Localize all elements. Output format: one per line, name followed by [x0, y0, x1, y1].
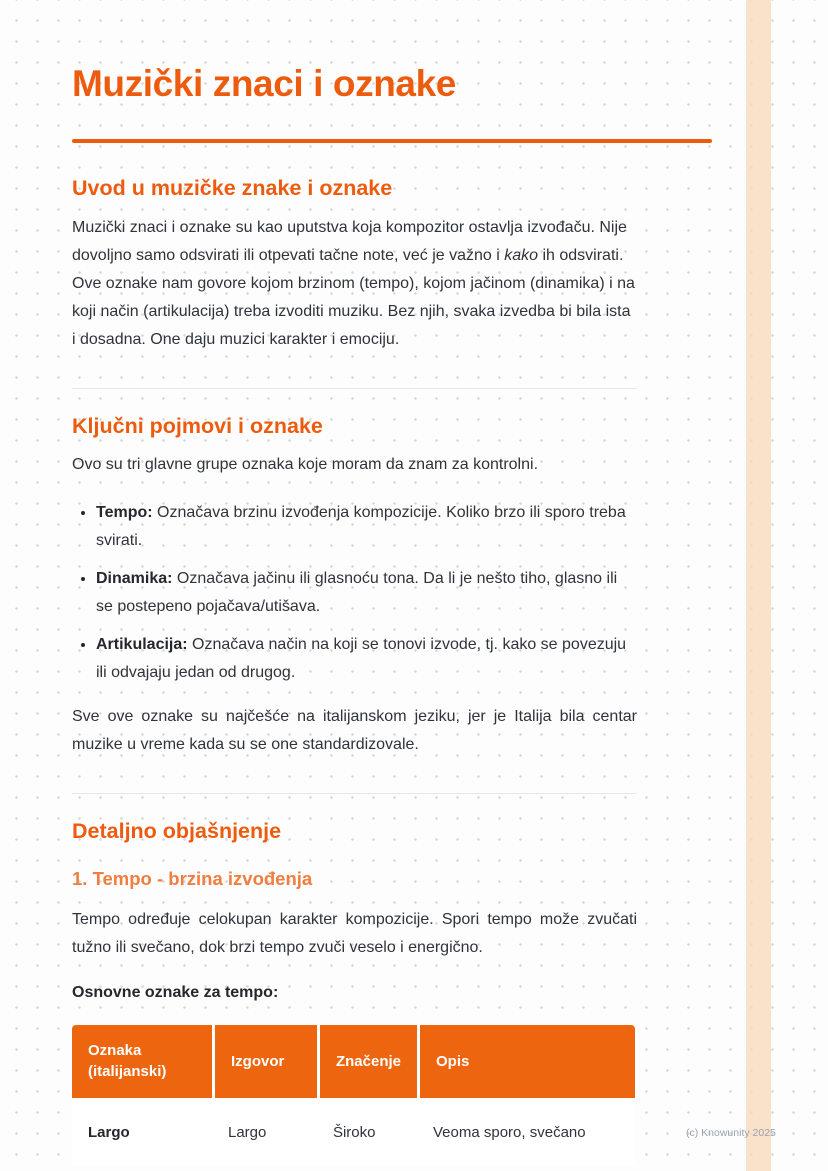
intro-text-italic: kako	[504, 246, 539, 264]
tempo-paragraph: Tempo određuje celokupan karakter kompozicije. Spori tempo može zvučati tužno ili svečano, dok brzi tempo zvuči veselo i energično.	[72, 911, 637, 957]
table-cell-znacenje: Široko	[317, 1098, 417, 1165]
side-stripe	[746, 0, 771, 1171]
page-title: Muzički znaci i oznake	[72, 63, 456, 104]
tempo-table-body	[72, 1098, 635, 1165]
tempo-table	[72, 1025, 635, 1166]
intro-text-after: ih odsvirati. Ove oznake nam govore kojom brzinom (tempo), kojom jačinom (dinamika) i na koji način (artikulacija) treba izvoditi muziku. Bez njih, svaka izvedba bi bila ista i dosadna. One daju muzici karakter i emociju.	[72, 246, 635, 348]
list-item-term: Artikulacija:	[96, 636, 188, 654]
list-item-term: Tempo:	[96, 504, 153, 522]
table-header-cell-znacenje: Značenje	[317, 1025, 417, 1099]
list-item-text: Označava način na koji se tonovi izvode, tj. kako se povezuju ili odvajaju jedan od drugog.	[96, 636, 627, 682]
tempo-table-label: Osnovne oznake za tempo:	[72, 984, 279, 1002]
key-concepts-lead: Ovo su tri glavne grupe oznaka koje moram da znam za kontrolni.	[72, 456, 539, 474]
table-row	[72, 1098, 635, 1165]
copyright: (c) Knowunity 2025	[686, 1127, 776, 1139]
table-header-cell-izgovor: Izgovor	[212, 1025, 317, 1099]
section-divider	[72, 388, 637, 389]
key-concepts-outro: Sve ove oznake su najčešće na italijanskom jeziku, jer je Italija bila centar muzike u vreme kada su se one standardizovale.	[72, 708, 637, 754]
section-heading-key-concepts: Ključni pojmovi i oznake	[72, 413, 323, 438]
table-header-cell-opis: Opis	[417, 1025, 635, 1099]
list-item-text: Označava brzinu izvođenja kompozicije. Koliko brzo ili sporo treba svirati.	[96, 504, 626, 550]
section-divider	[72, 793, 637, 794]
table-header-cell-oznaka: Oznaka (italijanski)	[72, 1025, 212, 1099]
section-heading-details: Detaljno objašnjenje	[72, 819, 282, 844]
list-item-tempo	[96, 499, 637, 555]
intro-paragraph	[72, 214, 637, 354]
list-item-text: Označava jačinu ili glasnoću tona. Da li je nešto tiho, glasno ili se postepeno pojačava/utišava.	[96, 570, 618, 616]
subsection-heading-tempo: 1. Tempo - brzina izvođenja	[72, 868, 313, 890]
section-heading-intro: Uvod u muzičke znake i oznake	[72, 175, 393, 200]
title-rule	[72, 139, 712, 143]
table-cell-izgovor: Largo	[212, 1098, 317, 1165]
tempo-table-header	[72, 1025, 635, 1099]
table-cell-opis: Veoma sporo, svečano	[417, 1098, 635, 1165]
table-header-row	[72, 1025, 635, 1099]
intro-text-before: Muzički znaci i oznake su kao uputstva koja kompozitor ostavlja izvođaču. Nije dovoljno samo odsvirati ili otpevati tačne note, već je važno i	[72, 218, 627, 264]
list-item-artikulacija	[96, 631, 637, 687]
list-item-term: Dinamika:	[96, 570, 173, 588]
document-page	[72, 0, 637, 1165]
table-cell-oznaka: Largo	[72, 1098, 212, 1165]
list-item-dinamika	[96, 565, 637, 621]
key-concepts-list	[72, 499, 637, 687]
